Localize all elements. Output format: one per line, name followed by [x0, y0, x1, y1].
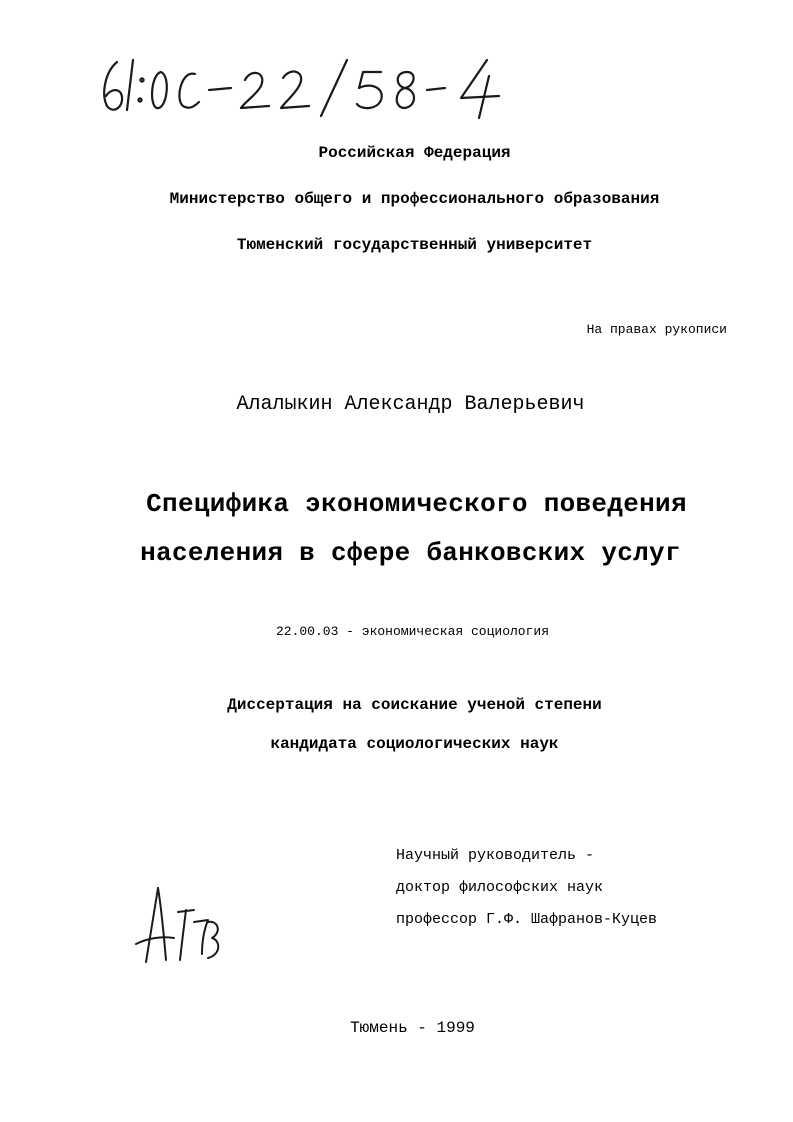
dissertation-title-line-1: Специфика экономического поведения [146, 489, 687, 519]
handwritten-signature [128, 882, 228, 972]
university-heading: Тюменский государственный университет [236, 236, 593, 254]
degree-line-2: кандидата социологических наук [270, 735, 559, 753]
degree-line-1: Диссертация на соискание ученой степени [227, 696, 602, 714]
handwritten-archive-mark [95, 50, 515, 120]
advisor-degree: доктор философских наук [396, 879, 604, 896]
city-year: Тюмень - 1999 [350, 1019, 475, 1037]
dissertation-title-line-2: населения в сфере банковских услуг [140, 538, 681, 568]
rights-note: На правах рукописи [586, 322, 727, 337]
advisor-name: профессор Г.Ф. Шафранов-Куцев [396, 911, 658, 928]
author-name: Алалыкин Александр Валерьевич [236, 393, 585, 416]
advisor-role: Научный руководитель - [396, 847, 595, 864]
specialty-code: 22.00.03 - экономическая социология [275, 624, 550, 639]
country-heading: Российская Федерация [318, 144, 511, 162]
ministry-heading: Министерство общего и профессионального образования [169, 190, 660, 208]
